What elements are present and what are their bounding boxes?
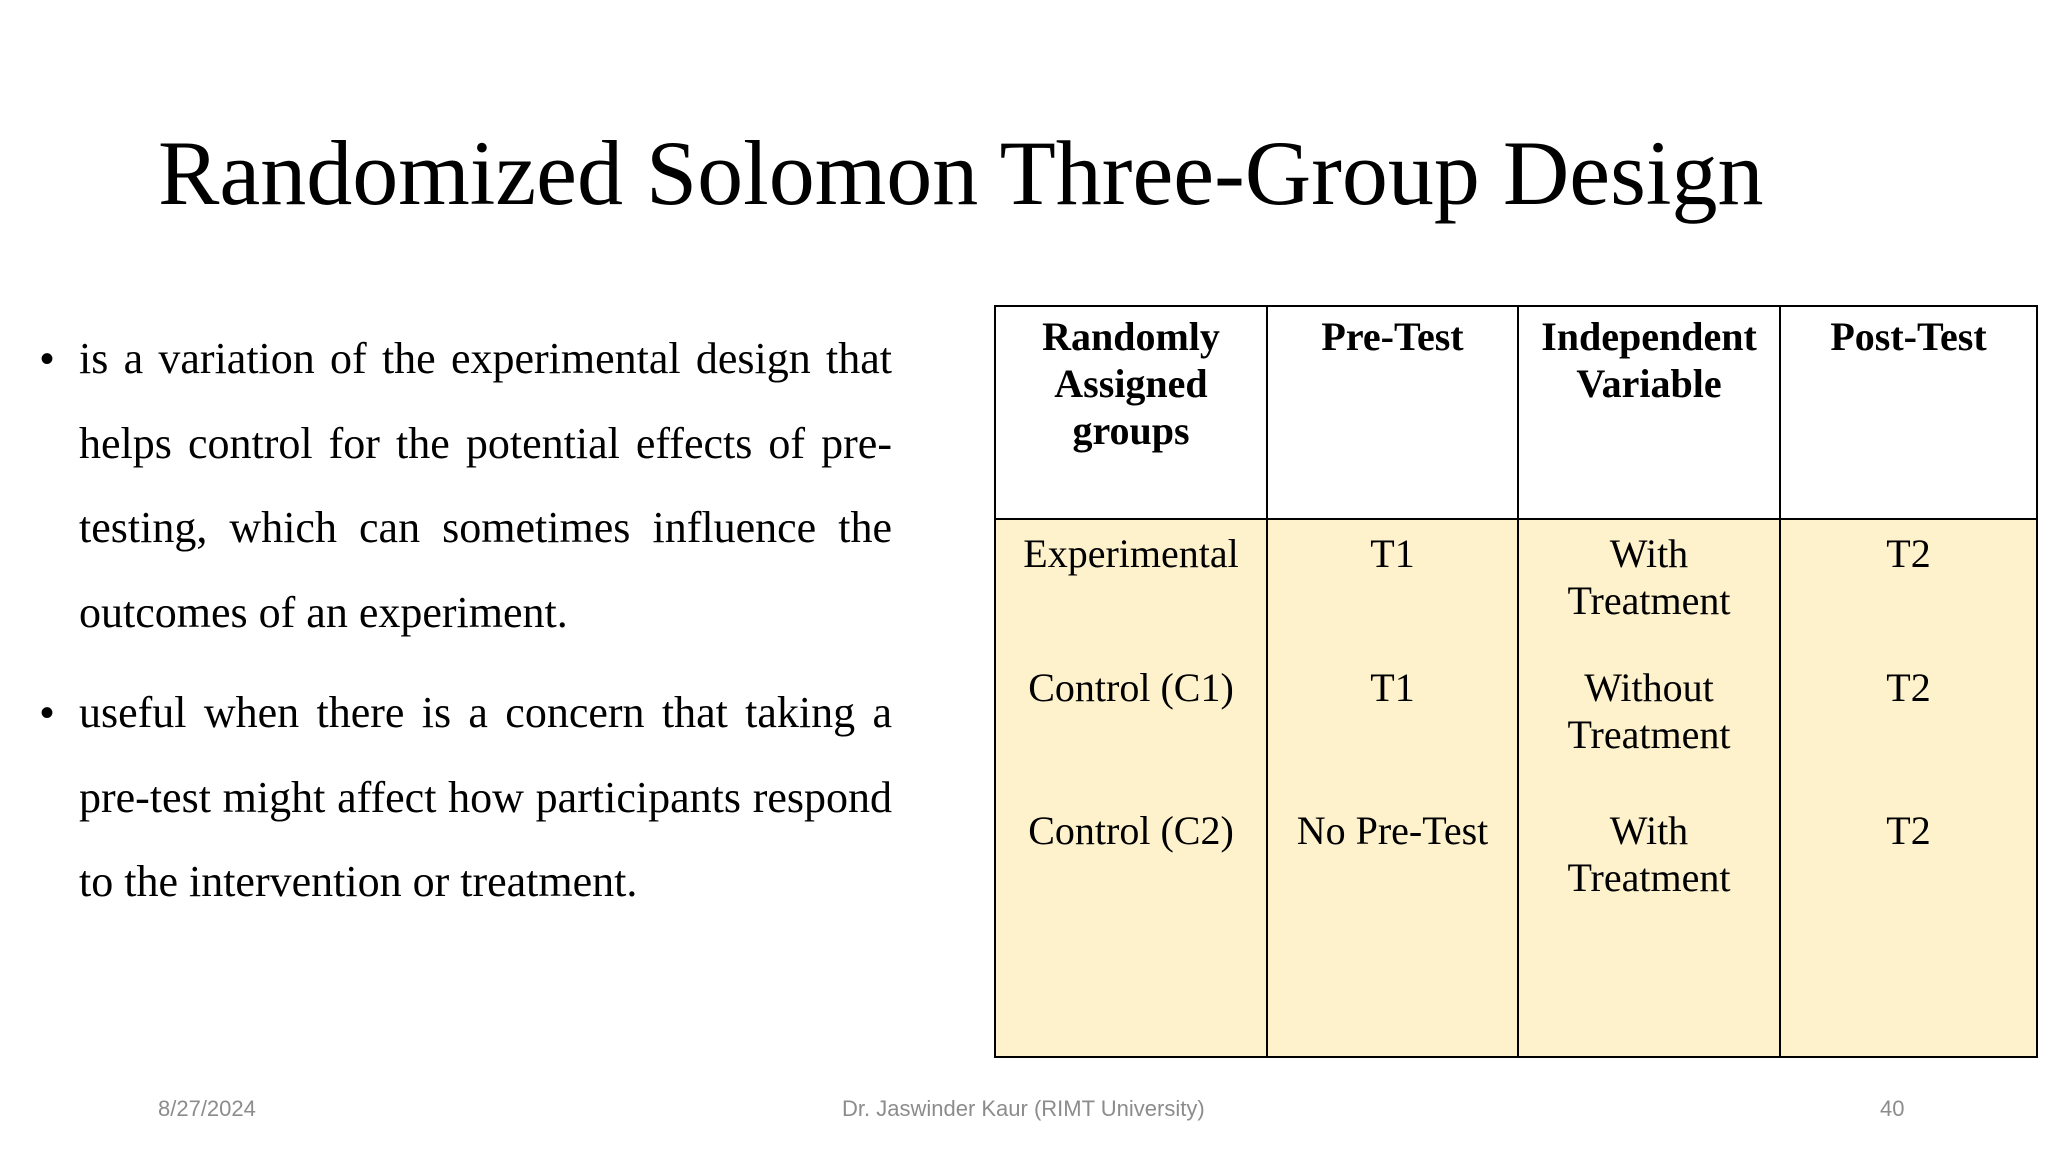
bullet-item [40, 317, 892, 655]
table-cell: Experimental [995, 519, 1267, 664]
header-post-test: Post-Test [1780, 306, 2037, 519]
table-cell: T1 [1267, 664, 1518, 807]
bullet-item [40, 671, 892, 925]
table-row [995, 664, 2037, 807]
solomon-design-table [994, 305, 2038, 1058]
bullet-list [40, 317, 892, 941]
bullet-text: useful when there is a concern that taking a pre-test might affect how participants respond to the intervention or treatment. [79, 688, 892, 906]
table-cell: With Treatment [1518, 807, 1780, 1057]
table-cell: No Pre-Test [1267, 807, 1518, 1057]
footer-date: 8/27/2024 [158, 1096, 256, 1121]
table-cell: Without Treatment [1518, 664, 1780, 807]
slide-title: Randomized Solomon Three-Group Design [158, 122, 1764, 224]
table-cell: Control (C2) [995, 807, 1267, 1057]
table-cell: Control (C1) [995, 664, 1267, 807]
header-groups: Randomly Assigned groups [995, 306, 1267, 519]
table-cell: T2 [1780, 519, 2037, 664]
table-row [995, 519, 2037, 664]
bullet-icon: • [40, 691, 55, 735]
table-cell: T2 [1780, 664, 2037, 807]
table-row [995, 807, 2037, 1057]
header-pre-test: Pre-Test [1267, 306, 1518, 519]
table-header-row [995, 306, 2037, 519]
table-cell: T2 [1780, 807, 2037, 1057]
bullet-text: is a variation of the experimental design that helps control for the potential effects of pre-testing, which can sometimes influence the outcomes of an experiment. [79, 334, 892, 637]
table-cell: T1 [1267, 519, 1518, 664]
page-number: 40 [1880, 1096, 1905, 1121]
footer-author: Dr. Jaswinder Kaur (RIMT University) [842, 1096, 1205, 1121]
header-independent-variable: Independent Variable [1518, 306, 1780, 519]
table-cell: With Treatment [1518, 519, 1780, 664]
bullet-icon: • [40, 337, 55, 381]
